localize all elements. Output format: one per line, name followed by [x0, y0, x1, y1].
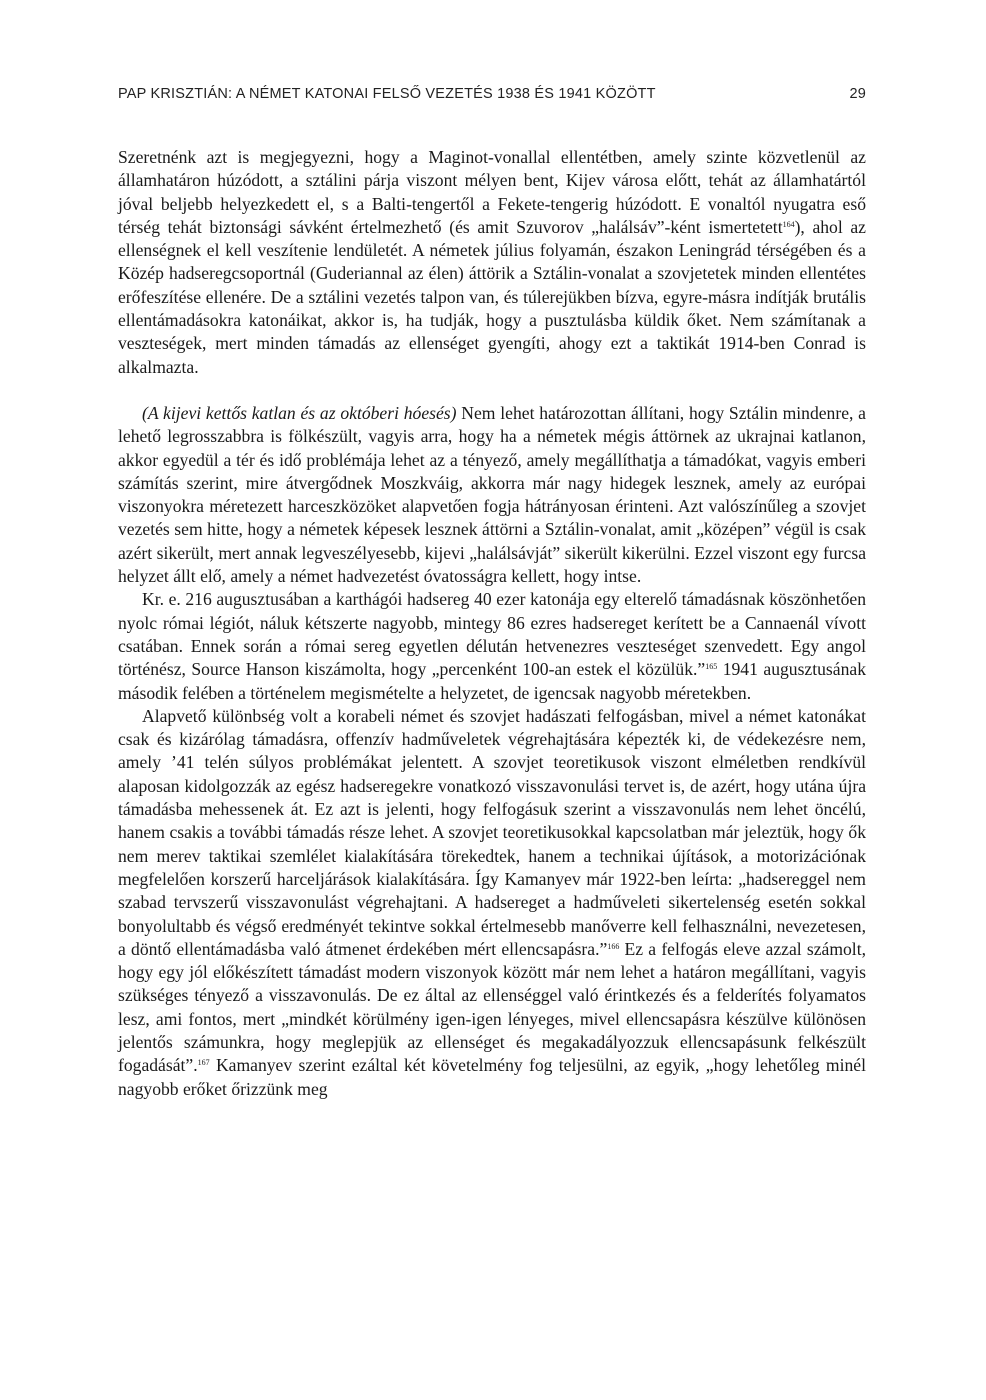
paragraph-1-text-a: Szeretnénk azt is megjegyezni, hogy a Maginot-vonallal ellentétben, amely szinte közvetlenül az államhatáron húzódott, a sztálini párja viszont mélyen bent, Kijev városa előtt, tehát az államhatártól jóval beljebb helyezkedett el, s a Balti-tengertől a Fekete-tengerig húzódott. E vonaltól nyugatra eső térség tehát biztonsági sávként értelmezhető (és amit Szuvorov „halálsáv”-ként ismertetett — [118, 147, 866, 237]
footnote-ref-165[interactable]: 165 — [705, 662, 718, 672]
paragraph-3-text-b: 1941 augusztusának második felében a történelem megismételte a helyzetet, de igencsak nagyobb méretekben. — [118, 659, 866, 703]
footnote-ref-164[interactable]: 164 — [782, 219, 795, 229]
paragraph-1-text-b: ), ahol az ellenségnek el kell veszítenie lendületét. A németek július folyamán, északon Leningrád térségében és a Közép hadseregcsoportnál (Guderiannal az élen) áttörik a Sztálin-vonalat a szovjetetek minden ellentétes erőfeszítése ellenére. De a sztálini vezetés talpon van, és túlerejükben bízva, egyre-másra indítják brutális ellentámadásokra katonáikat, akkor is, ha tudják, hogy a pusztulásba küldik őket. Nem számítanak a veszteségek, mert minden támadás az ellenséget gyengíti, ahogy ezt a taktikát 1914-ben Conrad is alkalmazta. — [118, 216, 866, 377]
footnote-ref-167[interactable]: 167 — [197, 1058, 210, 1068]
paragraph-3-text-a: Kr. e. 216 augusztusában a karthágói hadsereg 40 ezer katonája egy elterelő támadásnak köszönhetően nyolc római légiót, náluk kétszerte nagyobb, mintegy 86 ezres hadsereget kerített be a Cannaenál vívott csatában. Ennek során a római sereg egyetlen délután hetvenezres veszteséget szenvedett. Egy angol történész, Source Hanson kiszámolta, hogy „percenként 100-an estek el közülük.” — [118, 589, 866, 680]
body-text — [118, 146, 866, 1101]
running-head — [118, 86, 866, 108]
section-heading-kijev: (A kijevi kettős katlan és az októberi hóesés) — [142, 402, 457, 423]
paragraph-1 — [118, 146, 866, 379]
paragraph-4 — [118, 705, 866, 1101]
paragraph-2 — [118, 402, 866, 588]
page-number: 29 — [849, 86, 866, 102]
running-title: PAP KRISZTIÁN: A NÉMET KATONAI FELSŐ VEZETÉS 1938 ÉS 1941 KÖZÖTT — [118, 86, 656, 102]
paragraph-4-text-c: Kamanyev szerint ezáltal két követelmény fog teljesülni, az egyik, „hogy lehetőleg minél nagyobb erőket őrizzünk meg — [118, 1055, 866, 1099]
paragraph-4-text-b: Ez a felfogás eleve azzal számolt, hogy egy jól előkészített támadást modern viszonyok között már nem lehet a határon megállítani, vagyis szükséges tényező a visszavonulás. De ez által az ellenséggel való érintkezés és a felderítés folyamatos lesz, ami fontos, mert „mindkét körülmény igen-igen lényeges, mivel ellencsapásra készülve különösen jelentős számunkra, hogy meglepjük az ellenséget és megakadályozzuk ellencsapásunk felkészült fogadását”. — [118, 938, 866, 1076]
paragraph-4-text-a: Alapvető különbség volt a korabeli német és szovjet hadászati felfogásban, mivel a német katonákat csak és kizárólag támadásra, offenzív hadműveletek végrehajtására képezték ki, de védekezésre nem, amely ’41 telén súlyos problémákat jelentett. A szovjet teoretikusok viszont elméletben rendkívül alaposan kidolgozzák az egész hadseregekre vonatkozó visszavonulási tervet is, de azért, hogy utána újra támadásba mehessenek át. Ez azt is jelenti, hogy felfogásuk szerint a visszavonulás nem lehet öncélú, hanem csakis a további támadás része lehet. A szovjet teoretikusokkal kapcsolatban már jeleztük, hogy ők nem merev taktikai szemlélet kialakítására törekedtek, hanem a technikai újítások, a motorizációnak megfelelően korszerű harceljárások kialakítására. Így Kamanyev már 1922-ben leírta: „hadsereggel nem szabad tervszerű visszavonulást végrehajtani. A hadsereget a hadműveleti sikertelenség esetén sokkal bonyolultabb és végső eredményét tekintve sokkal értelmesebb manőverre kell felhasználni, nevezetesen, a döntő ellentámadásba való átmenet érdekében mért ellencsapásra.” — [118, 705, 866, 959]
footnote-ref-166[interactable]: 166 — [607, 941, 620, 951]
paragraph-2-text: Nem lehet határozottan állítani, hogy Sztálin mindenre, a lehető legrosszabbra is fölkészült, vagyis arra, hogy ha a németek mégis áttörnek az ukrajnai katlanon, akkor egyedül a tér és idő problémája lehet az a tényező, amely megállíthatja a támadókat, vagyis emberi számítás szerint, mire átvergődnek Moszkváig, akkorra már nagy hidegek lesznek, amely az európai viszonyokra méretezett harceszközöket alapvetően fogja hátrányosan érinteni. Azt valószínűleg a szovjet vezetés sem hitte, hogy a németek képesek lesznek áttörni a Sztálin-vonalat, amit „középen” végül is csak azért sikerült, mert annak legveszélyesebb, kijevi „halálsávját” sikerült kikerülni. Ezzel viszont egy furcsa helyzet állt elő, amely a német hadvezetést óvatosságra kellett, hogy intse. — [118, 402, 866, 587]
paragraph-3 — [118, 588, 866, 704]
